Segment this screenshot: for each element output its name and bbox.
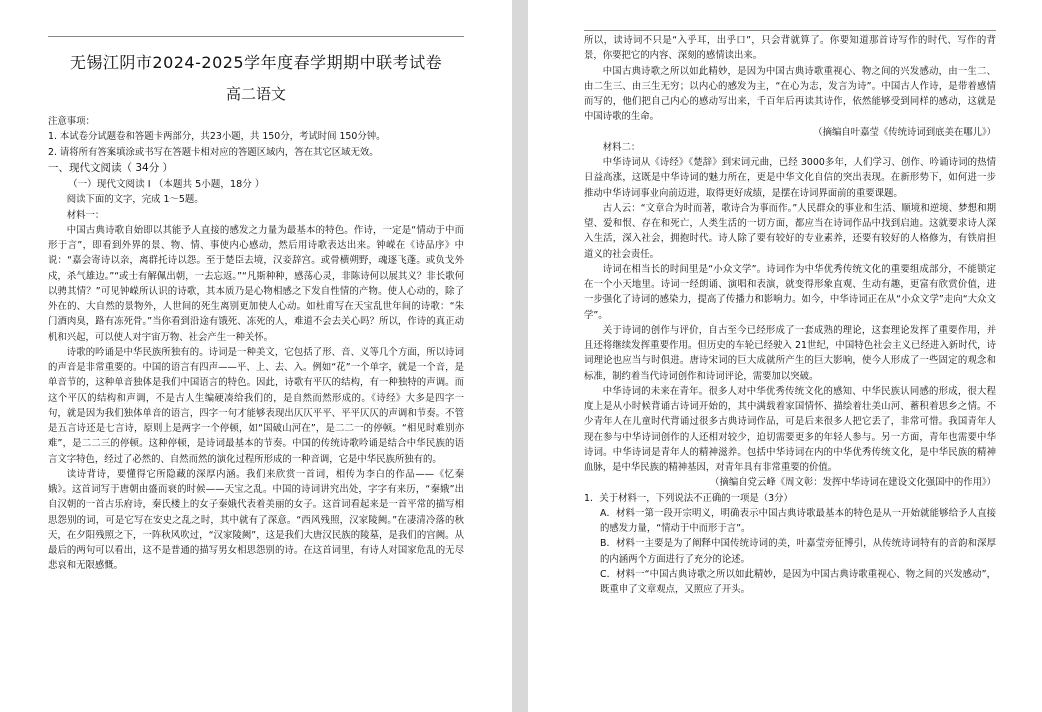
exam-page-right (528, 0, 1042, 712)
passage-paragraph: 中华诗词从《诗经》《楚辞》到宋词元曲，已经 3000多年，人们学习、创作、吟诵诗词的热情日益高涨，这既是中华诗词的魅力所在，更是中华文化自信的突出表现。在新形势下，如何进一步推动中华诗词事业向前迈进，取得更好成绩，是摆在诗词界面前的重要课题。 (584, 157, 996, 199)
notice-heading: 注意事项： (48, 116, 95, 127)
exam-subtitle: 高二语文 (225, 85, 286, 103)
answer-option: B．材料一主要是为了阐释中国传统诗词的美，叶嘉莹旁征博引，从传统诗词特有的音韵和深厚的内涵两个方面进行了充分的论述。 (600, 538, 996, 565)
passage-paragraph: 古人云：“文章合为时而著，歌诗合为事而作。”人民群众的事业和生活、顺境和逆境、梦想和期望、爱和恨、存在和死亡，人类生活的一切方面，都应当在诗词作品中找到启迪。这就要求诗人深入生活，深入社会，拥抱时代。诗人除了要有较好的专业素养，还要有较好的人格修为，有铁肩担道义的社会责任。 (584, 202, 996, 260)
notice-item: 1. 本试卷分试题卷和答题卡两部分，共23小题，共 150分，考试时间 150分钟。 (48, 131, 386, 143)
exam-title: 无锡江阴市2024-2025学年度春学期期中联考试卷 (69, 53, 443, 72)
material-label: 材料一： (66, 209, 105, 221)
source-citation: （摘编自叶嘉莹《传统诗词到底美在哪儿》） (813, 126, 996, 138)
page-gutter (512, 0, 528, 712)
question-stem: 1．关于材料一，下列说法不正确的一项是（3分） (584, 492, 793, 504)
material-label: 材料二： (602, 141, 641, 153)
source-citation: （摘编自党云峰《周文彰：发挥中华诗词在建设文化强国中的作用》） (710, 477, 996, 489)
passage-paragraph: 关于诗词的创作与评价，自古至今已经形成了一套成熟的理论，这套理论发挥了重要作用，并且还将继续发挥重要作用。但历史的车轮已经驶入 21世纪，中国特色社会主义已经进入新时代，诗词理论也应当与时俱进。唐诗宋词的巨大成就所产生的巨大影响，使今人形成了一些固定的观念和标准，制约着当代诗词创作和诗词评论，需要加以突破。 (584, 324, 996, 382)
reading-instruction: 阅读下面的文字，完成 1～5题。 (66, 194, 204, 206)
passage-paragraph: 读诗背诗，要懂得它所隐藏的深厚内涵。我们来欣赏一首词，相传为李白的作品——《忆秦娥》。这首词写于唐朝由盛而衰的时候——天宝之乱。中国的诗词讲究出处，字字有来历，“秦娥”出自汉朝的一首古乐府诗，秦氏楼上的女子秦娥代表着美丽的女子。这首词看起来是一首平常的描写相思怨别的词，可是它写在安史之乱之时，其中就有了深意。“西风残照，汉家陵阙。”在凄清冷落的秋天，在夕阳残照之下，一阵秋风吹过，“汉家陵阙”，这是我们大唐汉民族的陵墓，是我们的宫阙。从最后的两句可以看出，这不是普通的描写男女相思怨别的诗。在这首词里，有诗人对国家危乱的无尽悲哀和无限感慨。 (48, 468, 464, 572)
passage-paragraph: 中华诗词的未来在青年。很多人对中华优秀传统文化的感知、中华民族认同感的形成，很大程度上是从小时候背诵古诗词开始的，其中满载着家国情怀、描绘着壮美山河、蓄积着思乡之情。不少青年人在儿童时代背诵过很多古典诗词作品，可是后来很多人把它丢了，非常可惜。我国青年人现在参与中华诗词创作的人还相对较少，迫切需要更多的年轻人参与。另一方面，青年也需要中华诗词。中华诗词是青年人的精神滋养。包括中华诗词在内的中华优秀传统文化，是中华民族的精神血脉，是中华民族的精神基因，对青年具有非常重要的价值。 (584, 385, 996, 473)
notice-item: 2. 请将所有答案填涂或书写在答题卡相对应的答题区域内，答在其它区域无效。 (48, 146, 379, 158)
exam-page-left (0, 0, 512, 712)
header-rule (584, 30, 996, 31)
passage-paragraph: 诗词在相当长的时间里是“小众文学”。诗词作为中华优秀传统文化的重要组成部分，不能锁定在一个小天地里。诗词一经朗诵、演唱和表演，就变得形象直观、生动有趣，更富有欣赏价值，进一步强化了诗词的感染力，提高了传播力和影响力。如今，中华诗词正在从“小众文学”走向“大众文学”。 (584, 263, 996, 321)
answer-option: C．材料一“中国古典诗歌之所以如此精妙，是因为中国古典诗歌重视心、物之间的兴发感动”，既重申了文章观点，又照应了开头。 (600, 568, 996, 595)
subsection-heading: （一）现代文阅读 I （本题共 5小题，18分 ） (68, 178, 265, 190)
answer-option: A．材料一第一段开宗明义，明确表示中国古典诗歌最基本的特色是从一开始就能够给予人直接的感发力量，“情动于中而形于言”。 (600, 507, 996, 534)
passage-paragraph: 所以，读诗词不只是“入乎耳，出乎口”，只会背就算了。你要知道那首诗写作的时代、写作的背景，你要把它的内容、深刻的感情读出来。 (584, 35, 996, 62)
passage-paragraph: 诗歌的吟诵是中华民族所独有的。诗词是一种美文，它包括了形、音、义等几个方面，所以诗词的声音是非常重要的。中国的语言有四声——平、上、去、入。例如“花”一个单字，就是一个音，是单音节的，这种单音独体是我们中国语言的特色。因此，诗歌有平仄的结构，有一种独特的声调。而这个平仄的结构和声调，不是古人生编硬凑给我们的，是自然而然形成的。《诗经》大多是四字一句，就是因为我们独体单音的语言，四字一句才能够表现出仄仄平平、平平仄仄的声调和节奏。不管是五言诗还是七言诗，原则上是两字一个停顿，如“国破山河在”，是二二一的停顿。“相见时难别亦难”，是二二三的停顿。这种停顿，是诗词最基本的节奏。中国的传统诗歌吟诵是结合中华民族的语言文字特色，经过了必然的、自然而然的演化过程所形成的一种音调，它是中华民族所独有的。 (48, 346, 464, 465)
section-heading: 一、现代文阅读（ 34分 ） (48, 161, 174, 174)
passage-paragraph: 中国古典诗歌之所以如此精妙，是因为中国古典诗歌重视心、物之间的兴发感动，由一生二、由二生三、由三生无穷；以内心的感发为主，“在心为志，发言为诗”。中国古人作诗，是带着感情而写的，他们把自己内心的感动写出来，千百年后再读其诗作，依然能够受到同样的感动，这就是中国诗歌的生命。 (584, 65, 996, 123)
passage-paragraph: 中国古典诗歌自始即以其能予人直接的感发之力量为最基本的特色。作诗，一定是“情动于中而形于言”，即看到外界的景、物、情、事使内心感动，然后用诗歌表达出来。钟嵘在《诗品序》中说：“嘉会寄诗以亲，离群托诗以怨。至于楚臣去境，汉妾辞宫。或骨横朔野，魂逐飞蓬。或负戈外戍，杀气雄边。”“或士有解佩出朝，一去忘返。”“凡斯种种，感荡心灵，非陈诗何以展其义？非长歌何以骋其情？”可见钟嵘所认识的诗歌，其本质乃是心物相感之下发自性情的产物。使人心动的，除了外在的、大自然的景物外，人世间的死生离别更加使人心动。如杜甫写在天宝乱世年间的诗歌：“朱门酒肉臭，路有冻死骨。”当你看到沿途有饿死、冻死的人，难道不会去关心吗？所以，作诗的真正动机和兴起，可以使人对宇宙万物、社会产生一种关怀。 (48, 224, 464, 343)
header-rule (48, 36, 464, 37)
